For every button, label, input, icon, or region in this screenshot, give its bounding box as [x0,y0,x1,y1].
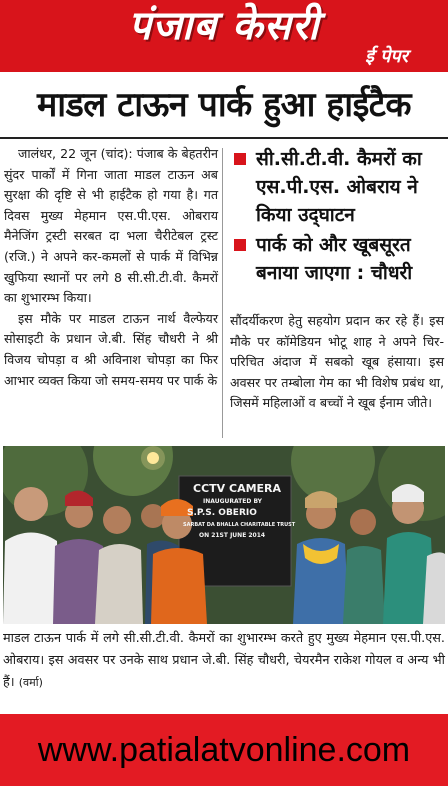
article-headline: माडल टाऊन पार्क हुआ हाईटैक [36,85,412,125]
subheads [230,145,444,287]
article-left-column [4,144,218,391]
subhead [230,231,444,287]
plaque-line: SARBAT DA BHALLA CHARITABLE TRUST [183,522,296,528]
article-right-column: सौंदर्यीकरण हेतु सहयोग प्रदान कर रहे हैं। इस मौके पर कॉमेडियन भोटू शाह ने अपने चिर-परिचित अंदाज में सबको खूब हंसाया। इस अवसर पर तम्बोला गेम का भी विशेष प्रबंध था, जिसमें महिलाओं व बच्चों ने खूब ईनाम जीते। [230,313,444,411]
square-bullet-icon [234,153,246,165]
footer-banner [0,714,448,786]
plaque-line: CCTV CAMERA [193,482,282,495]
masthead-title: पंजाब केसरी [128,3,320,49]
subhead-text: पार्क को और खूबसूरत बनाया जाएगा : चौधरी [256,234,413,284]
subhead-text: सी.सी.टी.वी. कैमरों का एस.पी.एस. ओबराय ने किया उद्‌घाटन [256,148,422,226]
plaque-line: ON 21ST JUNE 2014 [199,532,266,539]
footer-url[interactable]: www.patialatvonline.com [37,731,411,769]
caption-text: माडल टाऊन पार्क में लगे सी.सी.टी.वी. कैमरों का शुभारम्भ करते हुए मुख्य मेहमान एस.पी.एस. ओबराय। इस अवसर पर उनके साथ प्रधान जे.बी. सिंह चौधरी, चेयरमैन राकेश गोयल व अन्य भी हैं। [3,631,445,690]
plaque-line: S.P.S. OBERIO [187,508,257,518]
subhead [230,145,444,229]
masthead-subtitle: ई पेपर [365,46,408,67]
article-paragraph: जालंधर, 22 जून (चांद): पंजाब के बेहतरीन सुंदर पार्कों में गिना जाता माडल टाऊन अब सुरक्षा की दृष्टि से भी हाईटैक हो गया है। गत दिवस मुख्य मेहमान एस.पी.एस. ओबराय मैनेजिंग ट्रस्टी सरबत दा भला चैरीटेबल ट्रस्ट (रजि.) ने अपने कर-कमलों से पार्क में विभिन्न खुफिया स्थानों पर लगे 8 सी.सी.टी.वी. कैमरों का शुभारम्भ किया। [4,146,218,306]
column-divider [222,148,223,438]
plaque-line: INAUGURATED BY [203,498,263,505]
square-bullet-icon [234,239,246,251]
event-photo [3,446,445,624]
photo-credit: (वर्मा) [18,676,43,689]
photo-caption [3,628,445,694]
article-paragraph: इस मौके पर माडल टाऊन नार्थ वैल्फेयर सोसाइटी के प्रधान जे.बी. सिंह चौधरी ने श्री विजय चोपड़ा व श्री अविनाश चोपड़ा का फिर आभार व्यक्त किया जो समय-समय पर पार्क के [4,310,218,388]
headline-rule [0,137,448,139]
masthead [0,0,448,72]
